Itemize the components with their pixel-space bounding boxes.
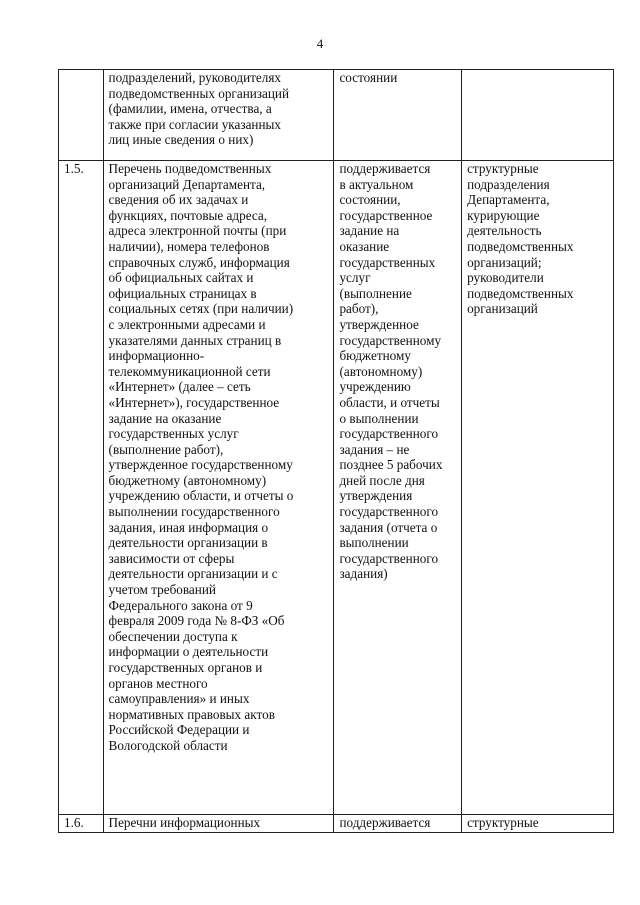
table-row <box>59 161 614 815</box>
row-number-cell <box>59 161 104 815</box>
row-frequency: поддерживается <box>339 815 431 830</box>
row-frequency: поддерживается в актуальном состоянии, государственное задание на оказание государственных услуг (выполнение работ), утвержденное государственному бюджетному (автономному) учреждению области, и отчеты о выполнении государственного задания – не позднее 5 рабочих дней после дня утверждения государственного задания (отчета о выполнении государственного задания) <box>339 161 443 582</box>
table-row <box>59 815 614 833</box>
frequency-cell <box>334 70 462 161</box>
table-row <box>59 70 614 161</box>
row-number-cell <box>59 70 104 161</box>
row-responsible: структурные <box>467 815 539 830</box>
page-number: 4 <box>316 36 324 51</box>
frequency-cell <box>334 161 462 815</box>
description-cell <box>103 815 334 833</box>
frequency-cell <box>334 815 462 833</box>
row-number-cell <box>59 815 104 833</box>
responsible-cell <box>462 815 614 833</box>
responsible-cell <box>462 70 614 161</box>
row-description: подразделений, руководителях подведомственных организаций (фамилии, имена, отчества, а также при согласии указанных лиц иные сведения о них) <box>108 70 290 148</box>
description-cell <box>103 70 334 161</box>
row-description: Перечни информационных <box>108 815 261 830</box>
row-frequency: состоянии <box>339 70 398 85</box>
row-number: 1.6. <box>64 815 84 830</box>
row-responsible: структурные подразделения Департамента, курирующие деятельность подведомственных организаций; руководители подведомственных организаций <box>467 161 574 317</box>
document-table <box>58 69 614 833</box>
responsible-cell <box>462 161 614 815</box>
description-cell <box>103 161 334 815</box>
row-description: Перечень подведомственных организаций Департамента, сведения об их задачах и функциях, почтовые адреса, адреса электронной почты (при наличии), номера телефонов справочных служб, информация об официальных сайтах и официальных страницах в социальных сетях (при наличии) с электронными адресами и указателями данных страниц в информационно- телекоммуникационной сети «Интернет» (далее – сеть «Интернет»), государственное задание на оказание государственных услуг (выполнение работ), утвержденное государственному бюджетному (автономному) учреждению области, и отчеты о выполнении государственного задания, иная информация о деятельности организации в зависимости от сферы деятельности организации и с учетом требований Федерального закона от 9 февраля 2009 года № 8-ФЗ «Об обеспечении доступа к информации о деятельности государственных органов и органов местного самоуправления» и иных нормативных правовых актов Российской Федерации и Вологодской области <box>108 161 294 753</box>
row-number: 1.5. <box>64 161 84 176</box>
